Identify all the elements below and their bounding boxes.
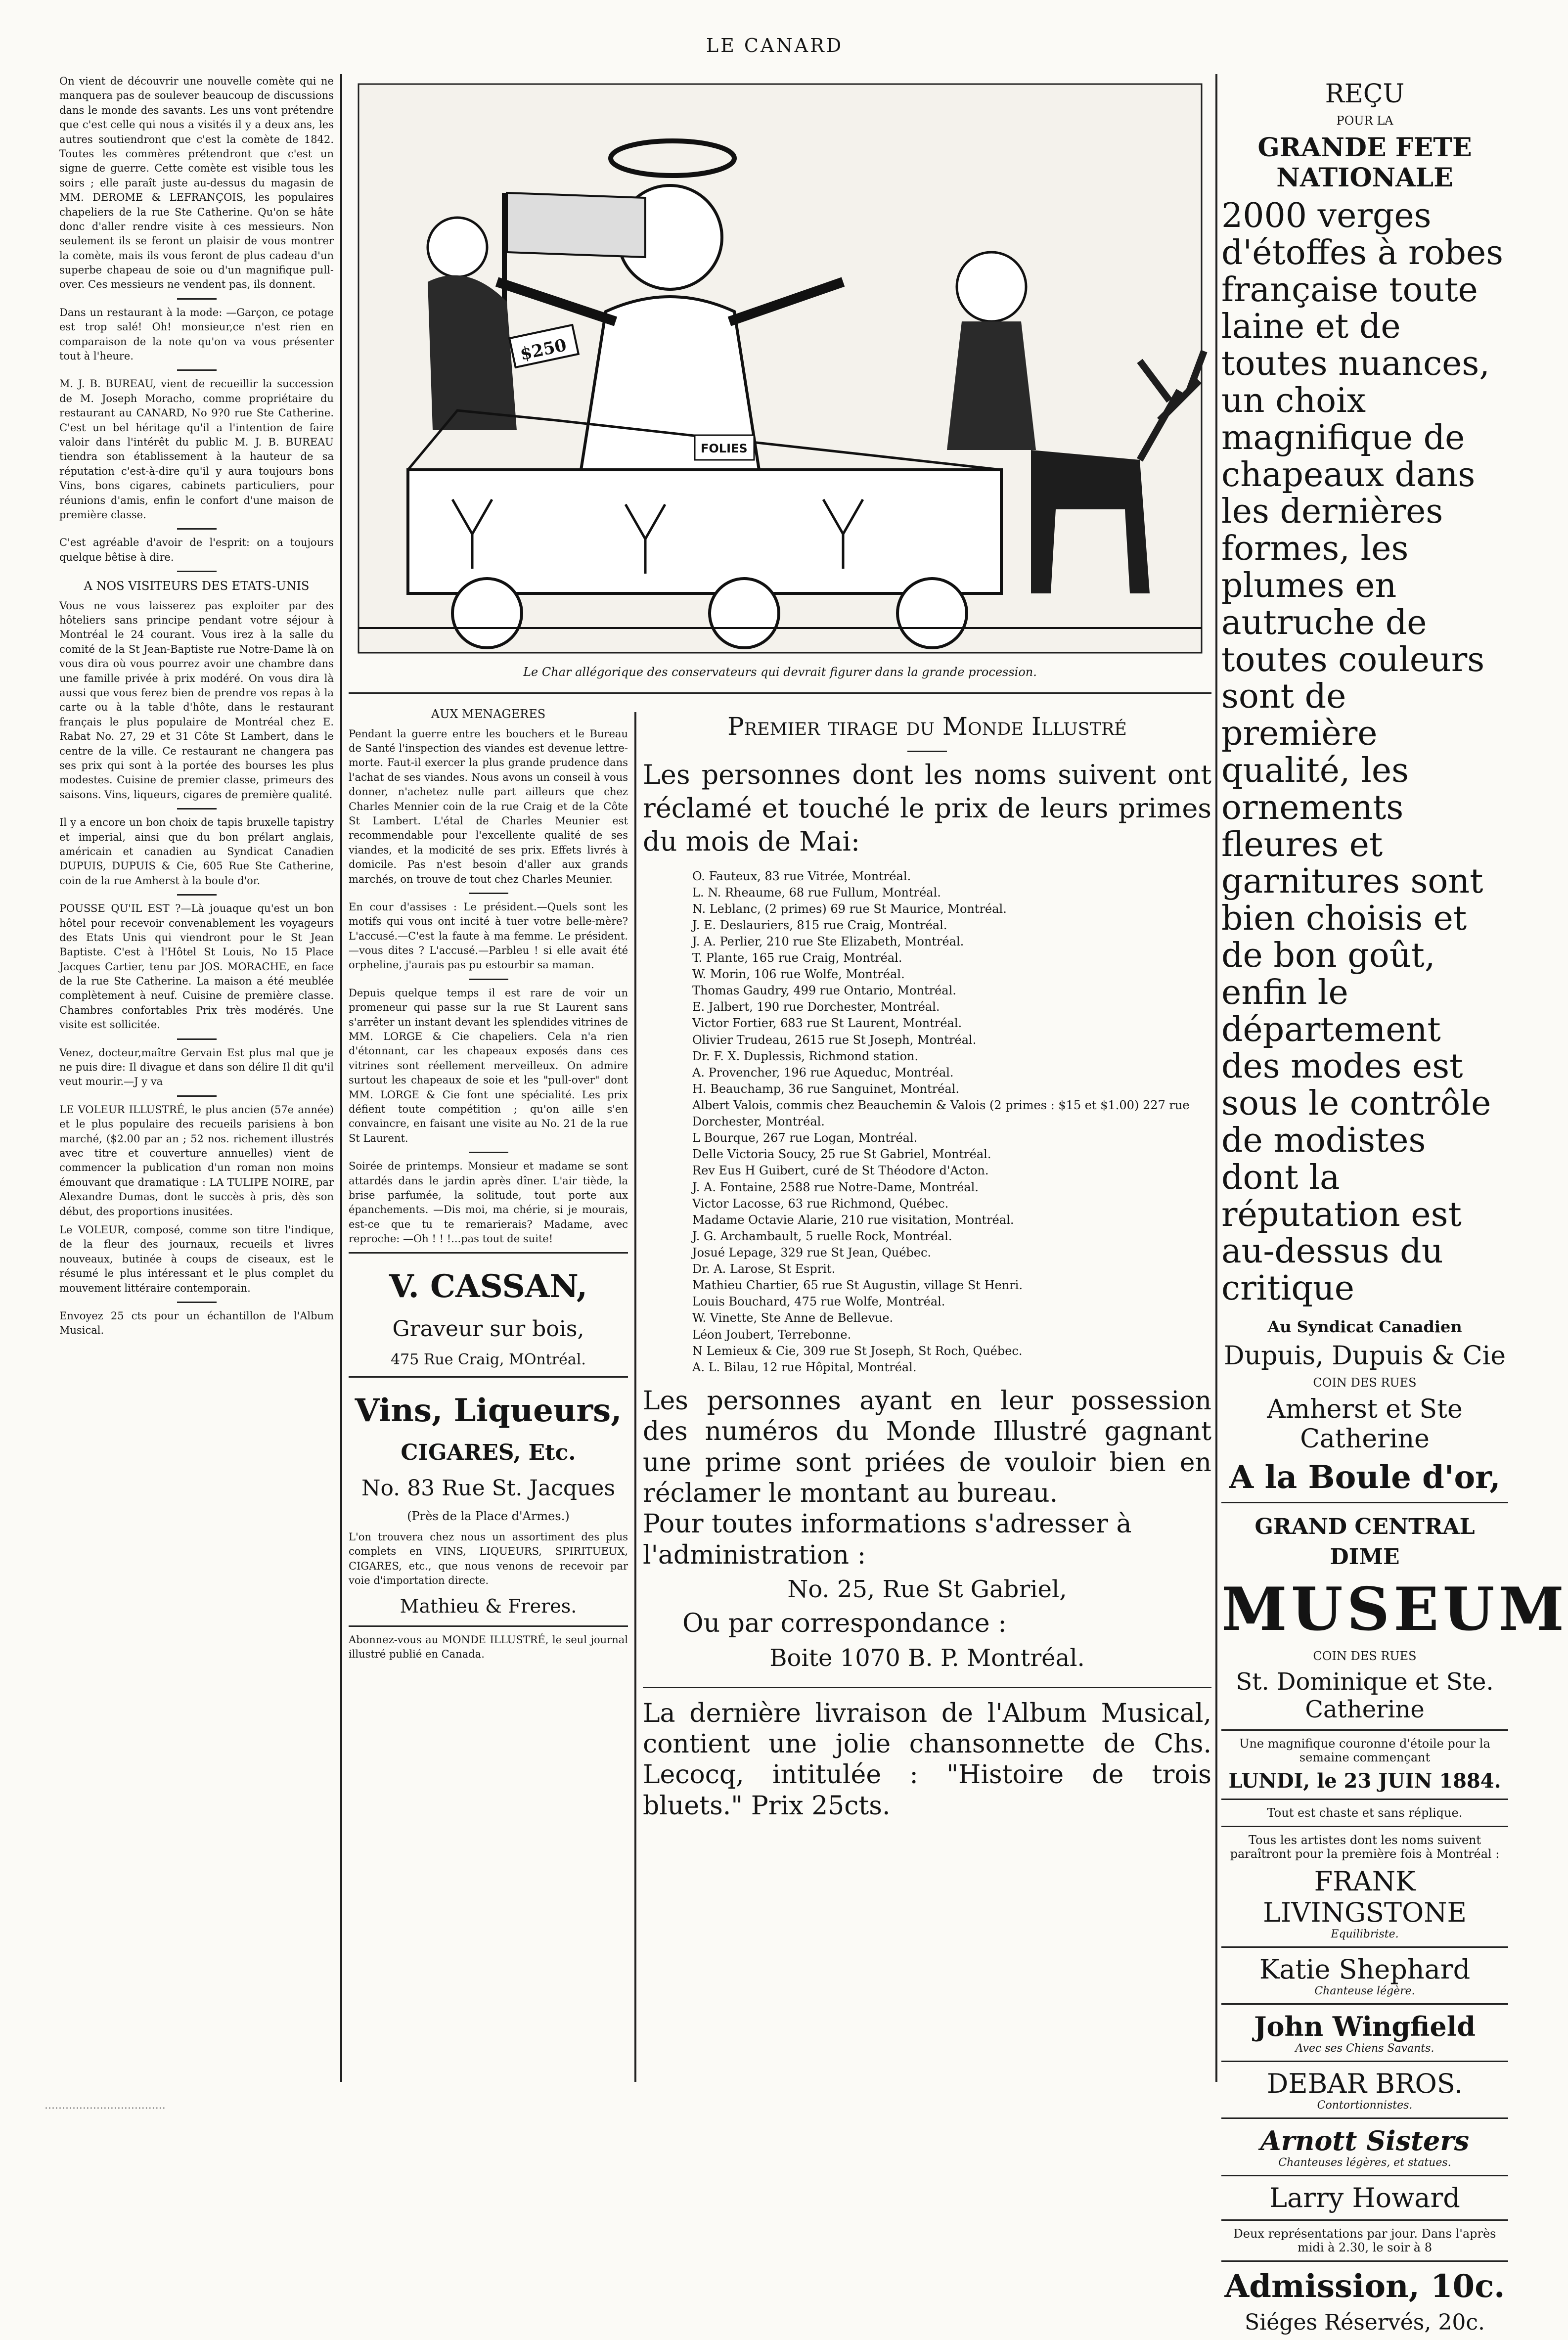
list-item: L. N. Rheaume, 68 rue Fullum, Montréal.: [692, 885, 941, 900]
vins-firm: Mathieu & Freres.: [400, 1595, 577, 1617]
gervain-verse: Venez, docteur,maître Gervain Est plus mal que je ne puis dire: Il divague et dans son délire Il dit qu'il veut mourir.—J y va: [59, 1046, 334, 1088]
performer-name: FRANK LIVINGSTONE: [1263, 1865, 1467, 1928]
divider: [177, 894, 217, 896]
performer: [1221, 2175, 1508, 2213]
artistes-note: Tous les artistes dont les noms suivent paraîtront pour la première fois à Montréal :: [1221, 1826, 1508, 1861]
dupuis-name: Dupuis, Dupuis & Cie: [1223, 1341, 1506, 1371]
performer-role: Chanteuses légères, et statues.: [1278, 2156, 1451, 2169]
cassan-address: 475 Rue Craig, MOntréal.: [391, 1350, 586, 1368]
boule-label: A la Boule d'or,: [1229, 1458, 1501, 1496]
divider: [643, 1687, 1211, 1688]
winners-list: [643, 868, 1211, 1376]
lorge-article: Depuis quelque temps il est rare de voir un promeneur qui passe sur la rue St Laurent sans s'arrêter un instant devant les splendides vitrines de MM. LORGE & Cie chapeliers. Cela n'a rien d'étonnant, car les chapeaux exposés dans ces vitrines sont réellement merveilleux. On admire surtout les chapeaux de soie et les "pull-over" dont MM. LORGE & Cie font une spécialité. Les prix défient toute compétition ; qu'on aille s'en convaincre, en faisant une visite au No. 21 de la rue St Laurent.: [349, 987, 628, 1144]
lundi-date: LUNDI, le 23 JUIN 1884.: [1228, 1769, 1501, 1793]
list-item: L Bourque, 267 rue Logan, Montréal.: [692, 1131, 918, 1145]
album-notice: La dernière livraison de l'Album Musical, contient une jolie chansonnette de Chs. Lecocq, intitulée : "Histoire de trois bluets." Prix 25cts.: [643, 1698, 1211, 1821]
masthead: LE CANARD: [706, 35, 844, 56]
list-item: Dr. F. X. Duplessis, Richmond station.: [692, 1049, 919, 1063]
performer: [1221, 2117, 1508, 2169]
performer-name: Katie Shephard: [1259, 1953, 1471, 1985]
list-item: T. Plante, 165 rue Craig, Montréal.: [692, 951, 902, 965]
vins-subtitle: CIGARES, Etc.: [401, 1440, 576, 1466]
list-item: N. Leblanc, (2 primes) 69 rue St Maurice, Montréal.: [692, 901, 1007, 916]
list-item: A. Provencher, 196 rue Aqueduc, Montréal.: [692, 1065, 954, 1080]
list-item: J. G. Archambault, 5 ruelle Rock, Montréal.: [692, 1229, 952, 1243]
divider: [469, 893, 508, 894]
performer-role: Chanteuse légère.: [1314, 1984, 1415, 1997]
list-item: Victor Lacosse, 63 rue Richmond, Québec.: [692, 1196, 949, 1211]
column-rule: [1215, 74, 1217, 2082]
performer: [1221, 2061, 1508, 2112]
list-item: J. E. Deslauriers, 815 rue Craig, Montréal.: [692, 918, 947, 932]
footer-noise: ...................................: [45, 2099, 166, 2112]
performer-role: Equilibriste.: [1331, 1928, 1399, 1940]
list-item: Mathieu Chartier, 65 rue St Augustin, village St Henri.: [692, 1278, 1023, 1293]
list-item: Rev Eus H Guibert, curé de St Théodore d'Acton.: [692, 1164, 989, 1178]
list-item: J. A. Perlier, 210 rue Ste Elizabeth, Montréal.: [692, 934, 964, 948]
menageres-article: Pendant la guerre entre les bouchers et le Bureau de Santé l'inspection des viandes est devenue lettre-morte. Faut-il exercer la plus grande prudence dans l'achat de ses viandes. Nous avons un conseil à vous donner, n'achetez nulle part ailleurs que chez Charles Mennier coin de la rue Craig et de la Côte St Lambert. L'étal de Charles Meunier est recommendable pour l'excellente qualité de ses viandes, et la modicité de ses prix. Effets livrés à domicile. Pas n'est besoin d'aller aux grands marchés, on trouve de tout chez Charles Meunier.: [349, 727, 628, 885]
vins-near: (Près de la Place d'Armes.): [407, 1509, 570, 1524]
list-item: E. Jalbert, 190 rue Dorchester, Montréal.: [692, 1000, 940, 1014]
voleur-article: LE VOLEUR ILLUSTRÉ, le plus ancien (57e année) et le plus populaire des recueils parisiens à bon marché, ($2.00 par an ; 52 nos. richement illustrés avec titre et couverture annuelles) vient de commencer la publication d'un roman non moins émouvant que dramatique : LA TULIPE NOIRE, par Alexandre Dumas, dont le succès à pris, dès son début, des proportions inusitées.: [59, 1103, 334, 1217]
amherst-label: Amherst et Ste Catherine: [1267, 1394, 1463, 1454]
list-item: H. Beauchamp, 36 rue Sanguinet, Montréal.: [692, 1081, 959, 1096]
monde-illustre-title: Premier tirage du Monde Illustré: [727, 712, 1127, 741]
esprit-quip: C'est agréable d'avoir de l'esprit: on a toujours quelque bêtise à dire.: [59, 537, 334, 563]
list-item: Léon Joubert, Terrebonne.: [692, 1327, 851, 1342]
coin-label: COIN DES RUES: [1313, 1375, 1417, 1390]
visitors-article: Vous ne vous laisserez pas exploiter par des hôteliers sans principe pendant votre séjour à Montréal le 24 courant. Vous irez à la salle du comité de la St Jean-Baptiste rue Notre-Dame là on vous dira où vous pourrez avoir une chambre dans une famille privée à prix modéré. On vous dira là aussi que vous ferez bien de prendre vos repas à la carte ou à la table d'hôte, dans le restaurant français le plus populaire de Montréal chez E. Rabat No. 27, 29 et 31 Côte St Lambert, dans le centre de la ville. Ce restaurant ne changera pas ses prix qui sont à la portée des bourses les plus modestes. Cuisine de premier classe, primeurs des saisons. Vins, liqueurs, cigares de première qualité.: [59, 599, 334, 801]
divider: [177, 528, 217, 530]
list-item: Thomas Gaudry, 499 rue Ontario, Montréal.: [692, 984, 956, 998]
sieges-price: Siéges Réservés, 20c.: [1245, 2309, 1485, 2335]
abonnez-note: Abonnez-vous au MONDE ILLUSTRÉ, le seul journal illustré publié en Canada.: [349, 1625, 628, 1662]
performer: [1221, 2003, 1508, 2055]
list-item: W. Morin, 106 rue Wolfe, Montréal.: [692, 967, 905, 982]
horizontal-rule: [349, 692, 1211, 694]
vins-title: Vins, Liqueurs,: [355, 1392, 622, 1429]
info-notice: Pour toutes informations s'adresser à l'administration :: [643, 1509, 1132, 1570]
restaurant-joke: Dans un restaurant à la mode: —Garçon, ce potage est trop salé! Oh! monsieur,ce n'est rien en comparaison de la note qu'on va vous présenter tout à l'heure.: [59, 306, 334, 362]
performer-name: John Wingfield: [1254, 2010, 1476, 2042]
address-gabriel: No. 25, Rue St Gabriel,: [787, 1575, 1067, 1604]
vins-text: L'on trouvera chez nous un assortiment des plus complets en VINS, LIQUEURS, SPIRITUEUX, CIGARES, etc., que nous venons de recevoir par voie d'importation directe.: [349, 1531, 628, 1587]
list-item: O. Fauteux, 83 rue Vitrée, Montréal.: [692, 869, 911, 883]
left-column: [59, 74, 334, 1342]
cartoon-box-label: FOLIES: [701, 442, 748, 455]
address-boite: Boite 1070 B. P. Montréal.: [769, 1644, 1085, 1672]
divider: [177, 298, 217, 300]
pour-la: POUR LA: [1336, 114, 1393, 128]
visitors-title: A NOS VISITEURS DES ETATS-UNIS: [84, 579, 310, 593]
divider: [177, 808, 217, 810]
dime-label: DIME: [1330, 1544, 1400, 1570]
menageres-title: AUX MENAGERES: [431, 707, 546, 721]
museum-advert: [1221, 1502, 1568, 2335]
couronne-text: Une magnifique couronne d'étoile pour la semaine commençant: [1221, 1729, 1508, 1764]
list-item: Josué Lepage, 329 rue St Jean, Québec.: [692, 1246, 932, 1260]
representations-note: Deux représentations par jour. Dans l'après midi à 2.30, le soir à 8: [1221, 2219, 1508, 2254]
performer: [1221, 1866, 1508, 1940]
cassan-name: V. CASSAN,: [389, 1268, 587, 1305]
cartoon-sign-text: $250: [518, 335, 569, 364]
column-rule: [340, 74, 342, 2082]
fete-body: 2000 verges d'étoffes à robes française toute laine et de toutes nuances, un choix magnifique de chapeaux dans les dernières formes, les plumes en autruche de toutes couleurs sont de première qualité, les ornements fleures et garnitures sont bien choisis et de bon goût, enfin le département des modes est sous le contrôle de modistes dont la réputation est au-dessus du critique: [1221, 196, 1504, 1308]
chaste-note: Tout est chaste et sans réplique.: [1221, 1799, 1508, 1820]
performer-role: Contortionnistes.: [1317, 2099, 1413, 2112]
performer-name: DEBAR BROS.: [1266, 2068, 1463, 2099]
coin-label-2: COIN DES RUES: [1313, 1649, 1417, 1663]
monde-illustre-lead: Les personnes dont les noms suivent ont réclamé et touché le prix de leurs primes du mois de Mai:: [643, 759, 1211, 857]
fete-heading: GRANDE FETE NATIONALE: [1257, 133, 1472, 193]
divider: [469, 979, 508, 980]
admission-price: Admission, 10c.: [1221, 2260, 1508, 2305]
list-item: Victor Fortier, 683 rue St Laurent, Montréal.: [692, 1016, 962, 1031]
divider: [177, 1095, 217, 1097]
list-item: Delle Victoria Soucy, 25 rue St Gabriel, Montréal.: [692, 1147, 991, 1162]
middle-right-column: [643, 702, 1211, 1821]
possession-notice: Les personnes ayant en leur possession des numéros du Monde Illustré gagnant une prime sont priées de vouloir bien en réclamer le montant au bureau.: [643, 1386, 1211, 1509]
museum-label: MUSEUM: [1221, 1574, 1568, 1644]
list-item: Dr. A. Larose, St Esprit.: [692, 1262, 836, 1276]
cassan-advert: [349, 1252, 628, 1370]
list-item: Albert Valois, commis chez Beauchemin & Valois (2 primes : $15 et $1.00) 227 rue Dorchester, Montréal.: [692, 1098, 1190, 1129]
assises-dialogue: En cour d'assises : Le président.—Quels sont les motifs qui vous ont incité à tuer votre belle-mère? L'accusé.—C'est la faute à ma femme. Le président.—vous dites ? L'accusé.—Parbleu ! si elle avait été orpheline, j'aurais pas pu estourbir sa maman.: [349, 900, 628, 971]
divider: [907, 751, 947, 752]
voleur-article-2: Le VOLEUR, composé, comme son titre l'indique, de la fleur des journaux, recueils et livres nouveaux, butinée à coups de ciseaux, est le résumé le plus intéressant et le plus complet du mouvement littéraire contemporain.: [59, 1223, 334, 1294]
cartoon-caption: Le Char allégorique des conservateurs qui devrait figurer dans la grande procession.: [523, 665, 1037, 679]
envoyez-note: Envoyez 25 cts pour un échantillon de l'Album Musical.: [59, 1309, 334, 1337]
cartoon-illustration: [349, 74, 1211, 697]
bureau-article: M. J. B. BUREAU, vient de recueillir la succession de M. Joseph Moracho, comme propriétaire du restaurant au CANARD, No 9?0 rue Ste Catherine. C'est un bel héritage qu'il a l'intention de faire valoir dans l'intérêt du public M. J. B. BUREAU tiendra son établissement à la hauteur de sa réputation c'est-à-dire qu'il y aura toujours bons Vins, bons cigares, cabinets particuliers, pour réunions d'amis, enfin le confort d'une maison de première classe.: [59, 378, 334, 521]
list-item: Madame Octavie Alarie, 210 rue visitation, Montréal.: [692, 1213, 1014, 1227]
right-column: [1221, 74, 1568, 2340]
divider: [177, 571, 217, 572]
performer-role: Avec ses Chiens Savants.: [1295, 2042, 1434, 2055]
divider: [177, 369, 217, 371]
allegorical-cart-drawing: [349, 74, 1211, 663]
list-item: Olivier Trudeau, 2615 rue St Joseph, Montréal.: [692, 1033, 977, 1047]
performer: [1221, 1946, 1508, 1997]
correspondence-label: Ou par correspondance :: [682, 1609, 1007, 1639]
cassan-trade: Graveur sur bois,: [392, 1316, 584, 1342]
middle-left-column: [349, 702, 628, 1662]
column-rule: [634, 712, 636, 2082]
list-item: W. Vinette, Ste Anne de Bellevue.: [692, 1311, 894, 1325]
grand-central: GRAND CENTRAL: [1254, 1514, 1475, 1539]
comet-article: On vient de découvrir une nouvelle comète qui ne manquera pas de soulever beaucoup de discussions dans le monde des savants. Les uns vont prétendre que c'est celle qui nous a visités il y a deux ans, les autres soutiendront que c'est la comète de 1842. Toutes les commères prétendront que c'est un signe de guerre. Cette comète est visible tous les soirs ; elle paraît juste au-dessus du magasin de MM. DEROME & LEFRANÇOIS, les populaires chapeliers de la rue Ste Catherine. Qu'on se hâte donc d'aller rendre visite à ces messieurs. Non seulement ils se feront un plaisir de vous montrer la comète, mais ils vous feront de plus cadeau d'un superbe chapeau de soie ou d'un magnifique pull-over. Ces messieurs ne vendent pas, ils donnent.: [59, 75, 334, 291]
vins-address: No. 83 Rue St. Jacques: [361, 1475, 616, 1501]
syndicat-label: Au Syndicat Canadien: [1267, 1317, 1462, 1336]
divider: [177, 1038, 217, 1040]
list-item: N Lemieux & Cie, 309 rue St Joseph, St Roch, Québec.: [692, 1344, 1023, 1358]
dominique-label: St. Dominique et Ste. Catherine: [1236, 1667, 1494, 1723]
tapis-article: Il y a encore un bon choix de tapis bruxelle tapistry et imperial, ainsi que du bon prélart anglais, américain et canadien au Syndicat Canadien DUPUIS, DUPUIS & Cie, 605 Rue Ste Catherine, coin de la rue Amherst à la boule d'or.: [59, 816, 334, 887]
pousse-article: POUSSE QU'IL EST ?—Là jouaque qu'est un bon hôtel pour recevoir convenablement les voyageurs des Etats Unis qui viendront pour le St Jean Baptiste. C'est à l'Hôtel St Louis, No 15 Place Jacques Cartier, tenu par JOS. MORACHE, en face de la rue Ste Catherine. La maison a été meublée complètement à neuf. Cuisine de première classe. Chambres confortables Prix très modérés. Une visite est sollicitée.: [59, 902, 334, 1031]
vins-advert: [349, 1376, 628, 1620]
printemps-dialogue: Soirée de printemps. Monsieur et madame se sont attardés dans le jardin après dîner. L'air tiède, la brise parfumée, la solitude, tout porte aux épanchements. —Dis moi, ma chérie, si je mourais, est-ce que tu te remarierais? Madame, avec reproche: —Oh ! ! !...pas tout de suite!: [349, 1160, 628, 1245]
performer-name: Larry Howard: [1269, 2182, 1460, 2213]
list-item: A. L. Bilau, 12 rue Hôpital, Montréal.: [692, 1360, 917, 1374]
list-item: Louis Bouchard, 475 rue Wolfe, Montréal.: [692, 1295, 945, 1309]
list-item: J. A. Fontaine, 2588 rue Notre-Dame, Montréal.: [692, 1180, 979, 1194]
performer-name: Arnott Sisters: [1260, 2124, 1470, 2157]
divider: [177, 1302, 217, 1303]
divider: [469, 1152, 508, 1153]
recu-heading: REÇU: [1325, 79, 1405, 109]
